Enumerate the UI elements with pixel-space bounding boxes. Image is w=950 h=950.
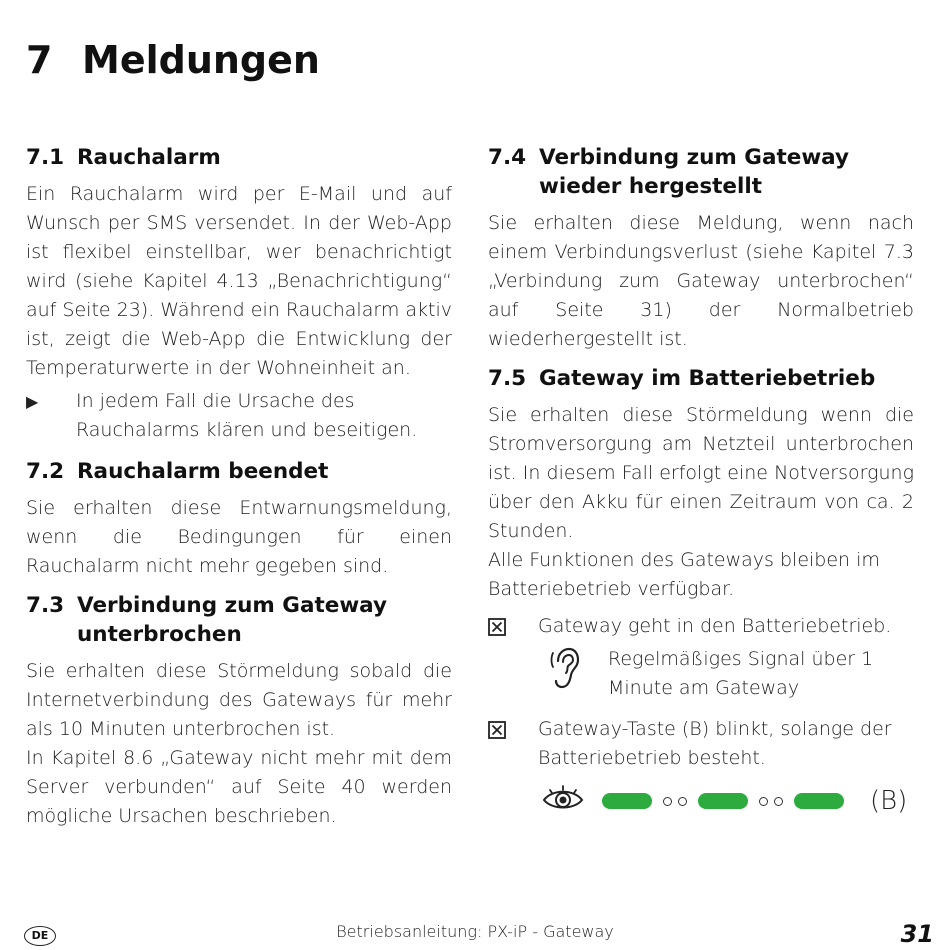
section-heading-7-3: 7.3 Verbindung zum Gateway unterbrochen [26,593,388,647]
section-heading-7-4: 7.4 Verbindung zum Gateway wieder hergestellt [488,145,850,199]
section-heading-7-5: 7.5 Gateway im Batteriebetrieb [488,366,876,391]
section-7-5-body-2: Alle Funktionen des Gateways bleiben im Batteriebetrieb verfügbar. [488,549,880,600]
acoustic-signal-note: Regelmäßiges Signal über 1 Minute am Gateway [550,645,914,703]
crossed-box-icon [488,715,538,773]
led-off-dots [660,797,690,806]
section-heading-7-2: 7.2 Rauchalarm beendet [26,459,329,484]
chapter-title-text: Meldungen [82,38,320,82]
section-7-5-body-1: Sie erhalten diese Störmeldung wenn die Stromversorgung am Netzteil unterbrochen ist. In diesem Fall erfolgt eine Notversorgung über den Akku für einen Zeitraum von ca. 2 Stunden. [488,404,914,542]
left-column [26,143,452,831]
section-7-3-body-1: Sie erhalten diese Störmeldung sobald die Internetverbindung des Gateways für mehr als 10 Minuten unterbrochen ist. [26,660,452,740]
chapter-number: 7 [26,38,53,82]
button-b-label: (B) [870,786,908,816]
triangle-bullet-icon: ▶ [26,392,39,411]
section-heading-7-1: 7.1 Rauchalarm [26,145,221,170]
led-blink-pattern [542,783,914,819]
right-column [488,143,914,819]
chapter-title [26,38,320,82]
result-item-1: Gateway geht in den Batteriebetrieb. [488,612,914,641]
section-7-4-body: Sie erhalten diese Meldung, wenn nach einem Verbindungsverlust (siehe Kapitel 7.3 „Verbindung zum Gateway unterbrochen“ auf Seite 31) der Normalbetrieb wiederhergestellt ist. [488,212,914,350]
led-on [794,793,844,809]
section-7-2-body: Sie erhalten diese Entwarnungsmeldung, wenn die Bedingungen für einen Rauchalarm nicht mehr gegeben sind. [26,497,452,577]
section-7-3-body-2: In Kapitel 8.6 „Gateway nicht mehr mit dem Server verbunden“ auf Seite 40 werden mögliche Ursachen beschrieben. [26,747,452,827]
result-item-2: Gateway-Taste (B) blinkt, solange der Batteriebetrieb besteht. [488,715,914,773]
section-7-1-body: Ein Rauchalarm wird per E-Mail und auf Wunsch per SMS versendet. In der Web-App ist flexibel einstellbar, wer benachrichtigt wird (siehe Kapitel 4.13 „Benachrichtigung“ auf Seite 23). Während ein Rauchalarm aktiv ist, zeigt die Web-App die Entwicklung der Temperaturwerte in der Wohneinheit an. [26,183,452,379]
eye-icon [542,784,584,818]
language-badge: DE [24,926,56,946]
action-bullet: ▶ In jedem Fall die Ursache des Rauchalarms klären und beseitigen. [26,387,452,445]
page-number: 31 [900,920,934,948]
ear-icon [550,645,608,703]
led-on [698,793,748,809]
led-on [602,793,652,809]
led-off-dots [756,797,786,806]
footer-title: Betriebsanleitung: PX-iP - Gateway [336,922,614,941]
page-footer [0,920,950,948]
crossed-box-icon [488,612,538,641]
